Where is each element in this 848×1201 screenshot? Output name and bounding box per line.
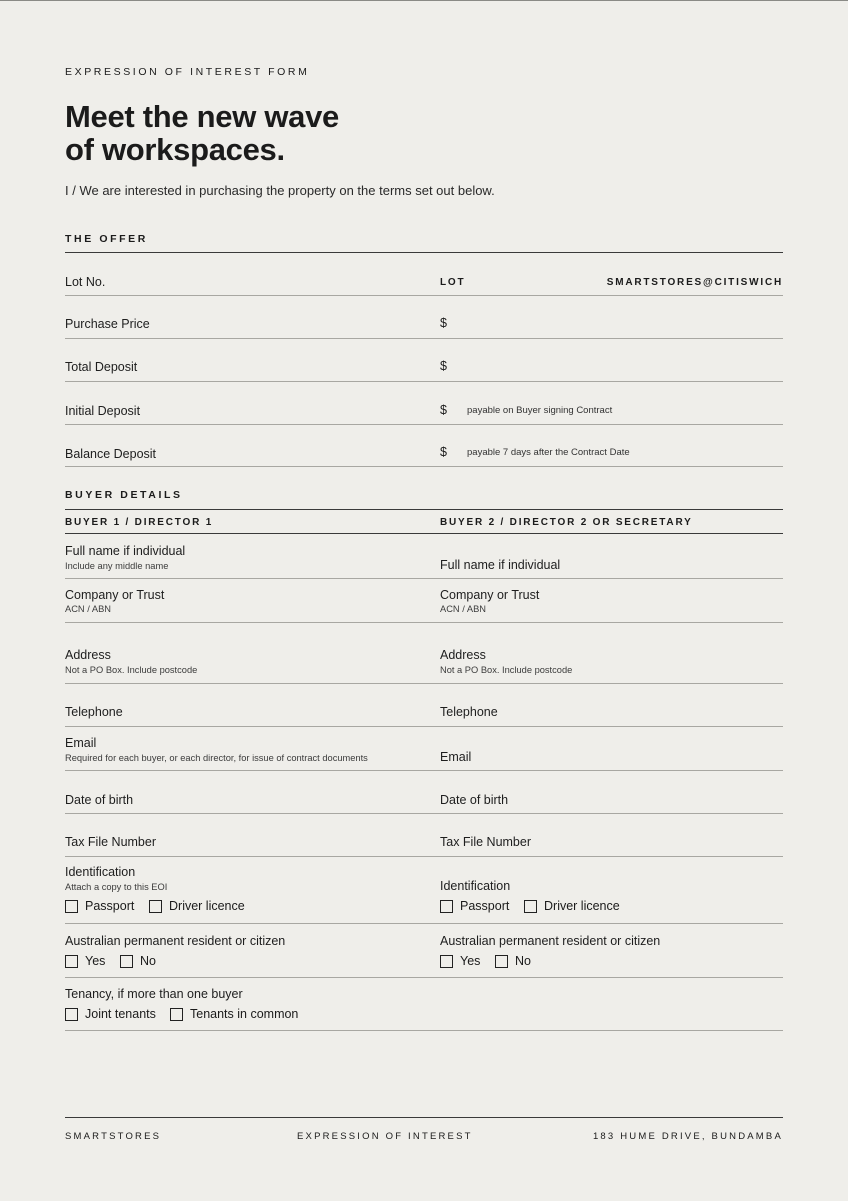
buyer2-tfn-label: Tax File Number bbox=[440, 835, 531, 849]
offer-top-rule bbox=[65, 252, 783, 253]
buyer2-resident-label: Australian permanent resident or citizen bbox=[440, 934, 661, 948]
buyer1-company-hint: ACN / ABN bbox=[65, 604, 111, 614]
buyer2-heading: BUYER 2 / DIRECTOR 2 OR SECRETARY bbox=[440, 517, 693, 528]
tenancy-label: Tenancy, if more than one buyer bbox=[65, 987, 243, 1001]
buyer2-licence-checkbox[interactable] bbox=[524, 900, 537, 913]
initial-deposit-currency: $ bbox=[440, 403, 447, 417]
intro-text: I / We are interested in purchasing the property on the terms set out below. bbox=[65, 183, 495, 198]
buyer2-dob-label: Date of birth bbox=[440, 793, 509, 807]
initial-deposit-field[interactable] bbox=[65, 424, 783, 425]
buyer1-passport-checkbox[interactable] bbox=[65, 900, 78, 913]
footer-brand: SMARTSTORES bbox=[65, 1131, 162, 1142]
buyer1-identification-hint: Attach a copy to this EOI bbox=[65, 882, 168, 892]
buyer1-resident-no-checkbox[interactable] bbox=[120, 955, 133, 968]
email-field[interactable] bbox=[65, 770, 783, 771]
buyer1-identification-label: Identification bbox=[65, 865, 136, 879]
buyer1-tfn-label: Tax File Number bbox=[65, 835, 156, 849]
buyer1-address-hint: Not a PO Box. Include postcode bbox=[65, 665, 198, 675]
offer-section-title: THE OFFER bbox=[65, 233, 148, 245]
buyer1-resident-yes-label: Yes bbox=[85, 954, 106, 968]
footer-address: 183 HUME DRIVE, BUNDAMBA bbox=[592, 1131, 783, 1142]
eoi-form-page bbox=[65, 0, 783, 1201]
joint-tenants-label: Joint tenants bbox=[85, 1007, 156, 1021]
address-field[interactable] bbox=[65, 683, 783, 684]
balance-deposit-field[interactable] bbox=[65, 466, 783, 467]
buyer2-email-label: Email bbox=[440, 750, 472, 764]
buyer1-passport-label: Passport bbox=[85, 899, 135, 913]
buyer-heading-rule bbox=[65, 533, 783, 534]
balance-deposit-label: Balance Deposit bbox=[65, 447, 157, 461]
buyer1-licence-checkbox[interactable] bbox=[149, 900, 162, 913]
total-deposit-label: Total Deposit bbox=[65, 360, 138, 374]
identification-rule bbox=[65, 923, 783, 924]
buyer2-resident-yes-checkbox[interactable] bbox=[440, 955, 453, 968]
lot-prefix: LOT bbox=[440, 277, 466, 288]
initial-deposit-label: Initial Deposit bbox=[65, 404, 141, 418]
purchase-price-field[interactable] bbox=[65, 338, 783, 339]
buyer2-company-hint: ACN / ABN bbox=[440, 604, 486, 614]
buyer1-dob-label: Date of birth bbox=[65, 793, 134, 807]
lot-email: SMARTSTORES@CITISWICH bbox=[606, 277, 783, 288]
footer-rule bbox=[65, 1117, 783, 1118]
buyer2-resident-no-label: No bbox=[515, 954, 531, 968]
buyer2-resident-no-checkbox[interactable] bbox=[495, 955, 508, 968]
buyer2-licence-label: Driver licence bbox=[544, 899, 620, 913]
buyer1-heading: BUYER 1 / DIRECTOR 1 bbox=[65, 517, 214, 528]
buyer1-resident-yes-checkbox[interactable] bbox=[65, 955, 78, 968]
buyer1-full-name-label: Full name if individual bbox=[65, 544, 186, 558]
buyer1-company-label: Company or Trust bbox=[65, 588, 165, 602]
buyer2-passport-checkbox[interactable] bbox=[440, 900, 453, 913]
tenancy-rule bbox=[65, 1030, 783, 1031]
buyer1-email-label: Email bbox=[65, 736, 97, 750]
form-eyebrow: EXPRESSION OF INTEREST FORM bbox=[65, 66, 310, 78]
buyer2-passport-label: Passport bbox=[460, 899, 510, 913]
page-title bbox=[65, 100, 339, 166]
buyer2-resident-yes-label: Yes bbox=[460, 954, 481, 968]
buyer1-resident-no-label: No bbox=[140, 954, 156, 968]
buyer1-address-label: Address bbox=[65, 648, 111, 662]
total-deposit-currency: $ bbox=[440, 359, 447, 373]
buyer1-telephone-label: Telephone bbox=[65, 705, 123, 719]
initial-deposit-note: payable on Buyer signing Contract bbox=[467, 405, 613, 416]
resident-rule bbox=[65, 977, 783, 978]
buyer1-full-name-hint: Include any middle name bbox=[65, 561, 169, 571]
buyer-section-title: BUYER DETAILS bbox=[65, 489, 183, 501]
joint-tenants-checkbox[interactable] bbox=[65, 1008, 78, 1021]
buyer2-telephone-label: Telephone bbox=[440, 705, 498, 719]
purchase-price-currency: $ bbox=[440, 316, 447, 330]
dob-field[interactable] bbox=[65, 813, 783, 814]
total-deposit-field[interactable] bbox=[65, 381, 783, 382]
purchase-price-label: Purchase Price bbox=[65, 317, 150, 331]
buyer2-address-hint: Not a PO Box. Include postcode bbox=[440, 665, 573, 675]
full-name-field[interactable] bbox=[65, 578, 783, 579]
buyer2-company-label: Company or Trust bbox=[440, 588, 540, 602]
buyer2-identification-label: Identification bbox=[440, 879, 511, 893]
lot-label: Lot No. bbox=[65, 275, 106, 289]
balance-deposit-note: payable 7 days after the Contract Date bbox=[467, 447, 630, 458]
balance-deposit-currency: $ bbox=[440, 445, 447, 459]
tenants-in-common-checkbox[interactable] bbox=[170, 1008, 183, 1021]
telephone-field[interactable] bbox=[65, 726, 783, 727]
lot-rule bbox=[65, 295, 783, 296]
title-line-2: of workspaces. bbox=[65, 132, 285, 167]
buyer1-email-hint: Required for each buyer, or each director, for issue of contract documents bbox=[65, 753, 368, 763]
buyer1-resident-label: Australian permanent resident or citizen bbox=[65, 934, 286, 948]
title-line-1: Meet the new wave bbox=[65, 99, 339, 134]
buyer-top-rule bbox=[65, 509, 783, 510]
tenants-in-common-label: Tenants in common bbox=[190, 1007, 299, 1021]
company-field[interactable] bbox=[65, 622, 783, 623]
footer-doc-title: EXPRESSION OF INTEREST bbox=[297, 1131, 473, 1142]
tfn-field[interactable] bbox=[65, 856, 783, 857]
buyer1-licence-label: Driver licence bbox=[169, 899, 245, 913]
buyer2-address-label: Address bbox=[440, 648, 486, 662]
buyer2-full-name-label: Full name if individual bbox=[440, 558, 561, 572]
